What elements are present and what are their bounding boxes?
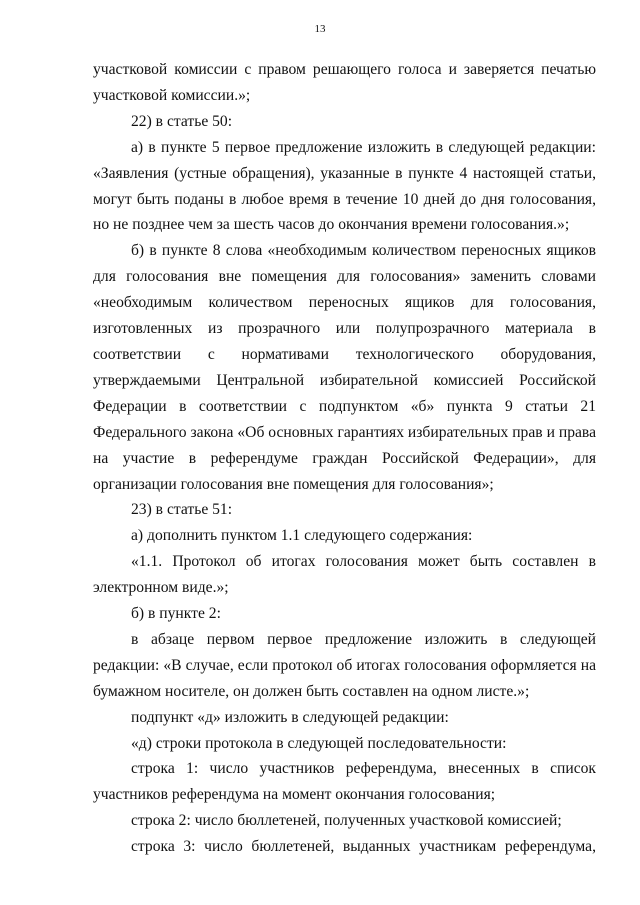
- paragraph-line-2: строка 2: число бюллетеней, полученных участковой комиссией;: [131, 812, 562, 830]
- paragraph-line-1: строка 1: число участников референдума, внесенных в список участников референдума на момент окончания голосования;: [93, 760, 596, 804]
- paragraph-item-22a: а) в пункте 5 первое предложение изложить в следующей редакции: «Заявления (устные обращения), указанные в пункте 4 настоящей статьи, могут быть поданы в любое время в течение 10 дней до дня голосования, но не позднее чем за шесть часов до окончания времени голосования.»;: [93, 138, 596, 234]
- paragraph-line-3: строка 3: число бюллетеней, выданных участникам референдума,: [131, 838, 596, 856]
- paragraph-item-22b: б) в пункте 8 слова «необходимым количеством переносных ящиков для голосования вне помещения для голосования» заменить словами «необходимым количеством переносных ящиков для голосования, изготовленных из прозрачного или полупрозрачного материала в соответствии с нормативами технологического оборудования, утверждаемыми Центральной избирательной комиссией Российской Федерации в соответствии с подпунктом «б» пункта 9 статьи 21 Федерального закона «Об основных гарантиях избирательных прав и права на участие в референдуме граждан Российской Федерации», для организации голосования вне помещения для голосования»;: [93, 242, 596, 493]
- paragraph-subpoint-d: подпункт «д» изложить в следующей редакции:: [131, 708, 449, 726]
- paragraph-item-22: 22) в статье 50:: [131, 112, 233, 130]
- paragraph-protocol-lines: «д) строки протокола в следующей последовательности:: [131, 734, 507, 752]
- document-body: [93, 57, 596, 860]
- paragraph-item-23: 23) в статье 51:: [131, 501, 233, 519]
- paragraph-continuation: участковой комиссии с правом решающего голоса и заверяется печатью участковой комиссии.»;: [93, 61, 596, 104]
- paragraph-quote-1-1: «1.1. Протокол об итогах голосования может быть составлен в электронном виде.»;: [93, 553, 596, 597]
- paragraph-item-23b: б) в пункте 2:: [131, 605, 221, 623]
- paragraph-first-abzats: в абзаце первом первое предложение изложить в следующей редакции: «В случае, если протокол об итогах голосования оформляется на бумажном носителе, он должен быть составлен на одном листе.»;: [93, 630, 596, 700]
- page-number: 13: [314, 23, 326, 35]
- paragraph-item-23a: а) дополнить пунктом 1.1 следующего содержания:: [131, 527, 473, 545]
